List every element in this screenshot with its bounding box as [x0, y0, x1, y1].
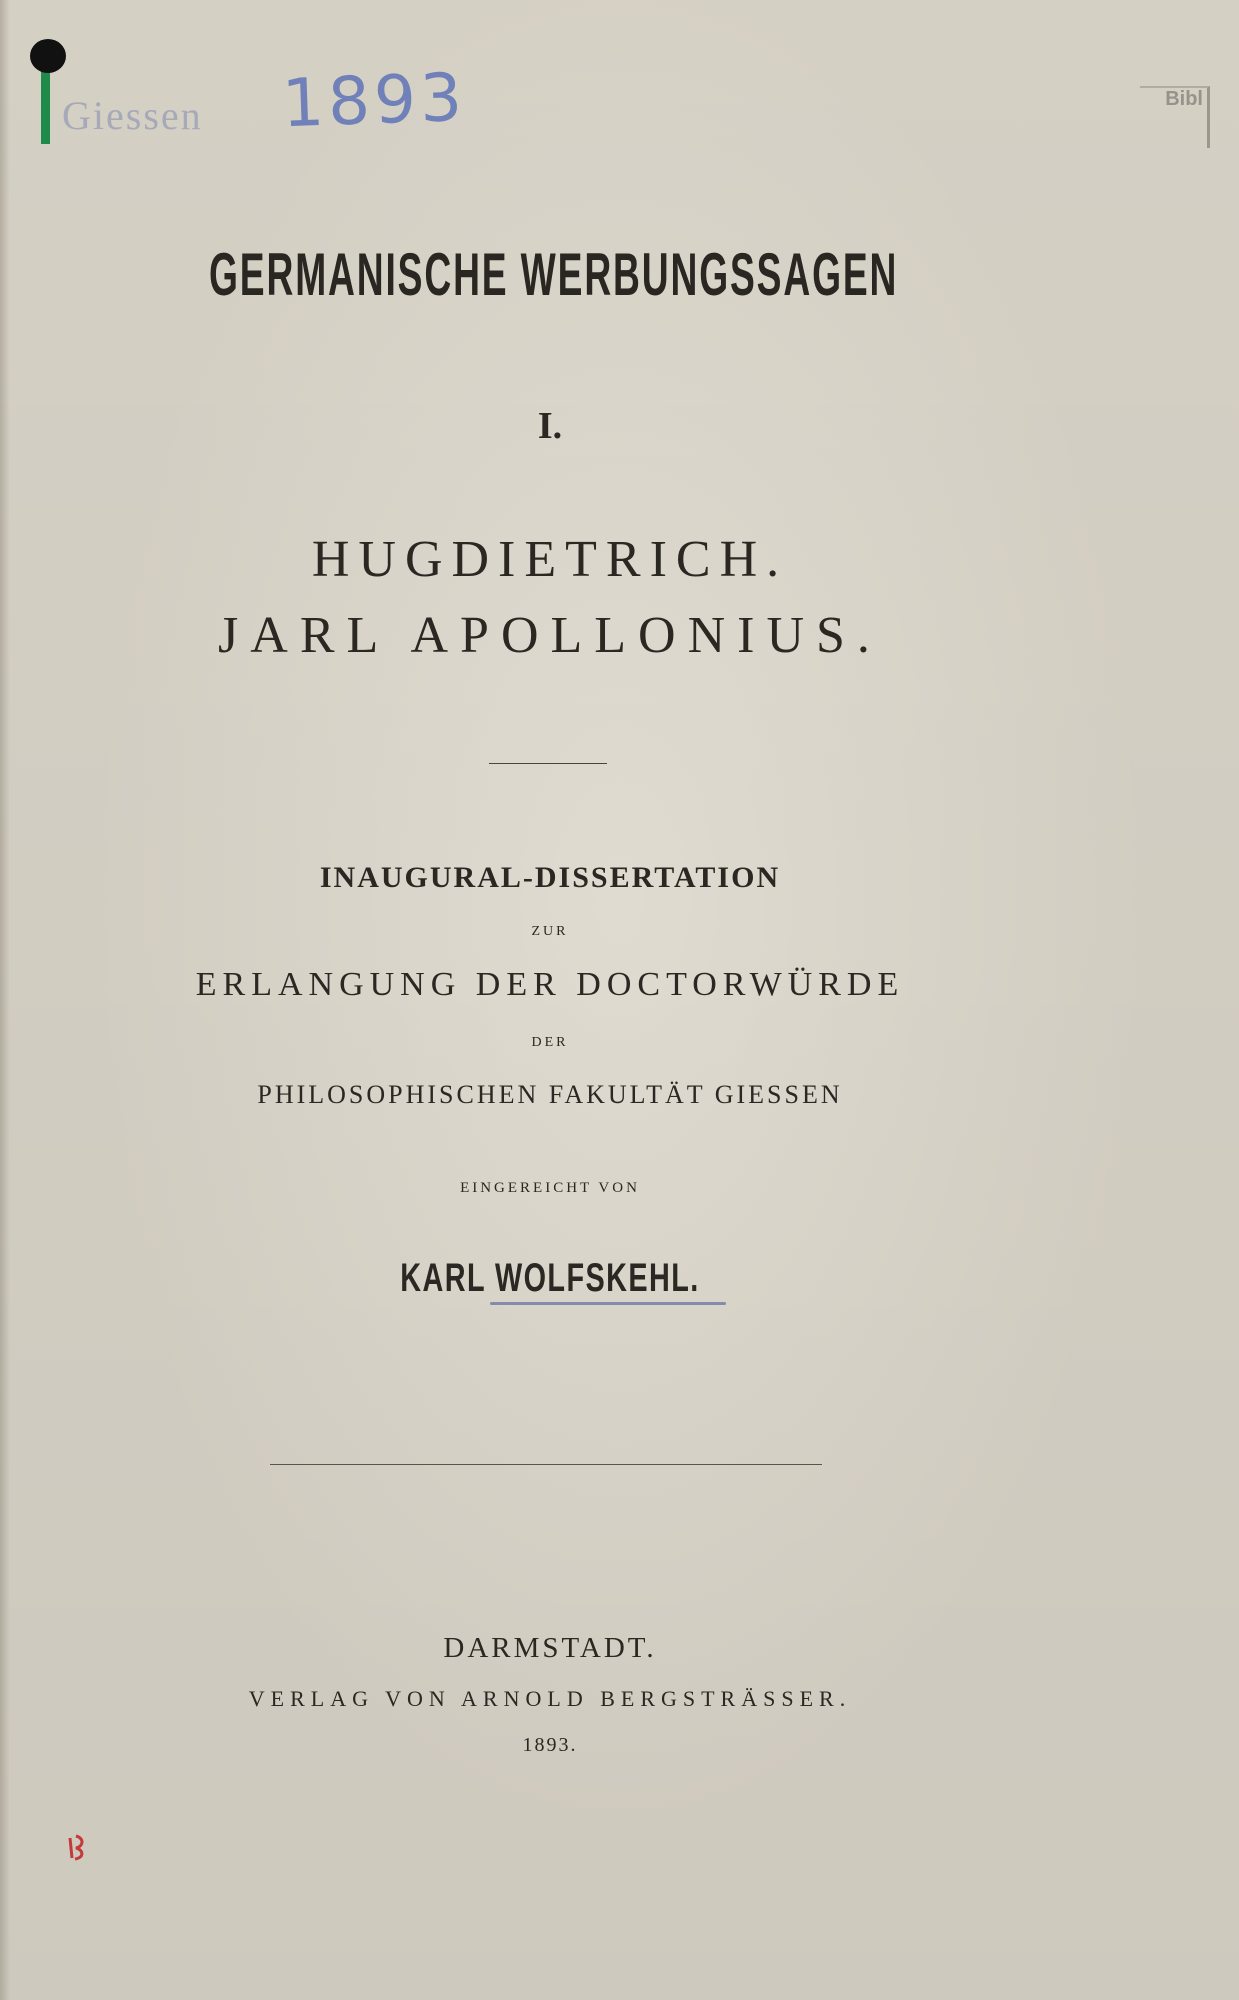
imprint-city: DARMSTADT. — [443, 1632, 657, 1664]
handwritten-year: 1893 — [280, 58, 468, 143]
dissertation-heading: INAUGURAL-DISSERTATION — [319, 861, 781, 894]
red-ink-mark-icon — [66, 1832, 98, 1862]
short-divider — [489, 763, 607, 764]
faculty-line: PHILOSOPHISCHEN FAKULTÄT GIESSEN — [257, 1080, 843, 1109]
library-stamp: Giessen — [62, 93, 203, 138]
imprint-year: 1893. — [522, 1734, 578, 1756]
subtitle-line-2: JARL APOLLONIUS. — [218, 607, 882, 664]
dissertation-zur: ZUR — [531, 924, 569, 939]
volume-number: I. — [537, 405, 563, 447]
imprint-publisher: VERLAG VON ARNOLD BERGSTRÄSSER. — [248, 1686, 852, 1711]
main-title: GERMANISCHE WERBUNGSSAGEN — [209, 241, 899, 308]
dissertation-der: DER — [531, 1035, 569, 1050]
pencil-underline — [490, 1302, 726, 1305]
subtitle-line-1: HUGDIETRICH. — [311, 531, 789, 588]
corner-library-stamp: Bibl — [1140, 86, 1210, 148]
shelf-mark-icon — [30, 36, 66, 146]
long-divider — [270, 1464, 822, 1465]
submitted-by: EINGEREICHT VON — [460, 1180, 640, 1196]
dissertation-purpose: ERLANGUNG DER DOCTORWÜRDE — [195, 966, 905, 1003]
author-name: KARL WOLFSKEHL. — [400, 1256, 700, 1300]
